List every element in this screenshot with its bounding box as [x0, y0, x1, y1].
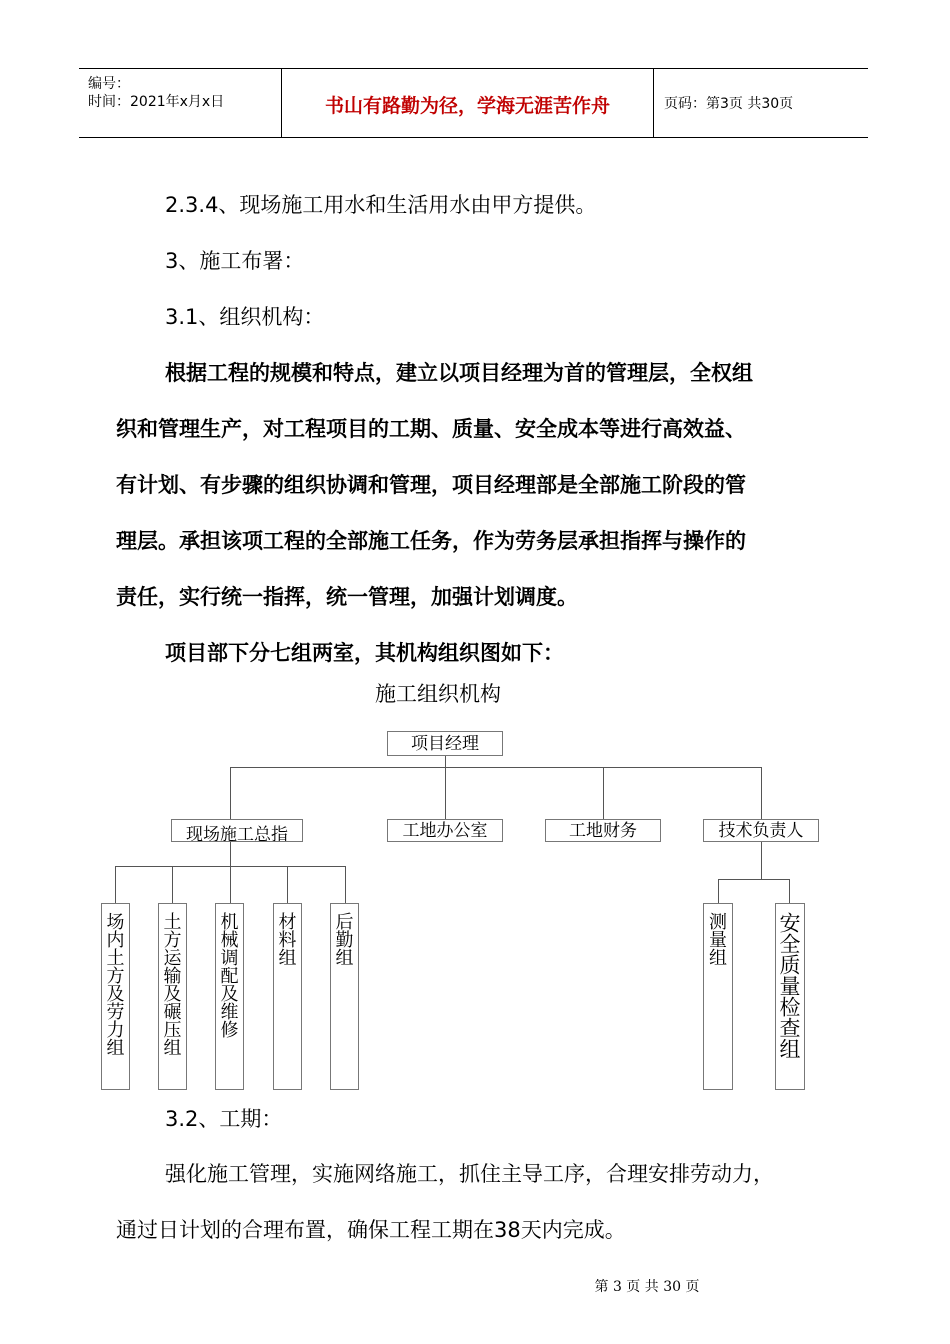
group-label: 测量组 [706, 912, 727, 966]
paragraph-line: 责任，实行统一指挥，统一管理，加强计划调度。 [116, 585, 578, 609]
org-group-materials [273, 903, 302, 1090]
org-group-safety-quality [775, 903, 805, 1090]
connector-line [718, 879, 719, 904]
org-group-logistics [330, 903, 359, 1090]
heading-3: 3、施工布署： [165, 249, 305, 273]
group-label: 安全质量检查组 [777, 912, 801, 1059]
heading-3-2: 3.2、工期： [165, 1107, 283, 1131]
connector-line [718, 879, 790, 880]
motto: 书山有路勤为径，学海无涯苦作舟 [324, 95, 610, 117]
page-label: 页码：第3页 共30页 [664, 96, 794, 112]
heading-3-1: 3.1、组织机构： [165, 305, 325, 329]
connector-line [230, 842, 231, 867]
connector-line [172, 866, 173, 904]
org-node-finance: 工地财务 [545, 819, 661, 842]
group-label: 土方运输及碾压组 [160, 912, 182, 1056]
connector-line [230, 866, 231, 904]
org-group-survey [703, 903, 733, 1090]
paragraph-line: 有计划、有步骤的组织协调和管理，项目经理部是全部施工阶段的管 [116, 473, 746, 497]
paragraph-line: 项目部下分七组两室，其机构组织图如下： [165, 641, 564, 665]
org-node-office: 工地办公室 [387, 819, 503, 842]
header-page-cell [654, 69, 868, 137]
time-label: 时间：2021年x月x日 [88, 94, 225, 110]
paragraph-line: 强化施工管理，实施网络施工，抓住主导工序，合理安排劳动力， [165, 1162, 774, 1186]
org-root-box: 项目经理 [387, 731, 503, 756]
chart-title: 施工组织机构 [375, 682, 501, 706]
connector-line [445, 767, 446, 819]
paragraph-line: 理层。承担该项工程的全部施工任务，作为劳务层承担指挥与操作的 [116, 529, 746, 553]
org-node-site-command: 现场施工总指 [171, 819, 303, 842]
paragraph-line: 根据工程的规模和特点，建立以项目经理为首的管理层，全权组 [165, 361, 753, 385]
group-label: 后勤组 [332, 912, 354, 966]
connector-line [761, 842, 762, 880]
connector-line [115, 866, 116, 904]
section-2-3-4: 2.3.4、现场施工用水和生活用水由甲方提供。 [165, 193, 597, 217]
org-node-tech-lead: 技术负责人 [703, 819, 819, 842]
connector-line [230, 767, 762, 768]
connector-line [603, 767, 604, 819]
connector-line [345, 866, 346, 904]
page-footer: 第 3 页 共 30 页 [594, 1279, 700, 1295]
connector-line [789, 879, 790, 904]
connector-line [287, 866, 288, 904]
header-motto-cell [282, 69, 654, 137]
org-group-earthwork-labor [101, 903, 130, 1090]
header-info-cell [79, 69, 282, 137]
code-label: 编号： [88, 76, 130, 92]
page-header [79, 68, 868, 138]
org-group-machinery [215, 903, 244, 1090]
connector-line [761, 767, 762, 819]
group-label: 材料组 [275, 912, 297, 966]
org-group-transport [158, 903, 187, 1090]
group-label: 机械调配及维修 [217, 912, 239, 1038]
paragraph-line: 织和管理生产，对工程项目的工期、质量、安全成本等进行高效益、 [116, 417, 746, 441]
connector-line [230, 767, 231, 819]
paragraph-line: 通过日计划的合理布置，确保工程工期在38天内完成。 [116, 1218, 626, 1242]
group-label: 场内土方及劳力组 [103, 912, 125, 1056]
